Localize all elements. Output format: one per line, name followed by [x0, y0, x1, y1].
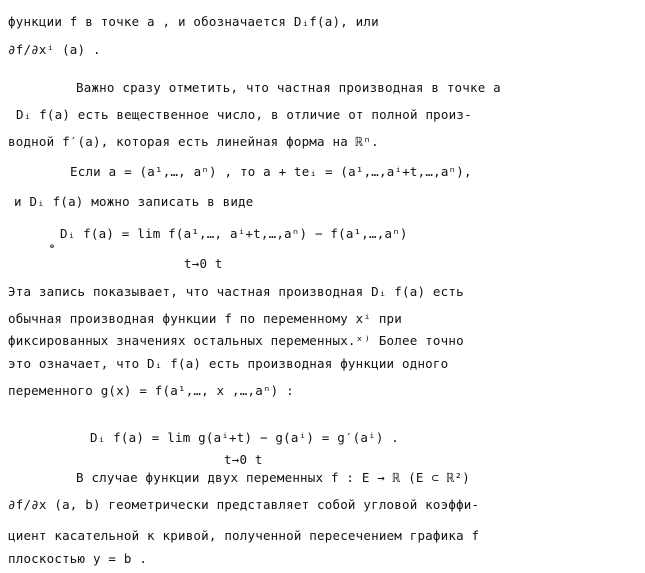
text-line: функции f в точке a , и обозначается Dᵢf(a), или — [8, 14, 379, 29]
text-line: обычная производная функции f по переменному xⁱ при — [8, 311, 403, 326]
text-line: переменного g(x) = f(a¹,…, x ,…,aⁿ) : — [8, 383, 294, 398]
text-line: Dᵢ f(a) есть вещественное число, в отличие от полной произ- — [16, 107, 472, 122]
text-line: t→0 t — [184, 256, 223, 271]
text-line: В случае функции двух переменных f : E → ℝ (E ⊂ ℝ²) — [76, 470, 471, 485]
text-line: Важно сразу отметить, что частная производная в точке a — [76, 80, 501, 95]
text-line: и Dᵢ f(a) можно записать в виде — [14, 194, 254, 209]
text-line: водной f′(a), которая есть линейная форма на ℝⁿ. — [8, 134, 379, 149]
text-line: это означает, что Dᵢ f(a) есть производная функции одного — [8, 356, 449, 371]
text-line: Эта запись показывает, что частная производная Dᵢ f(a) есть — [8, 284, 464, 299]
text-line: Dᵢ f(a) = lim g(aⁱ+t) − g(aⁱ) = g′(aⁱ) . — [90, 430, 400, 445]
text-line: фиксированных значениях остальных переменных.ˣ⁾ Более точно — [8, 333, 464, 348]
text-line: t→0 t — [224, 452, 263, 467]
text-mark: ₒ — [50, 236, 55, 251]
text-line: ∂f/∂x (a, b) геометрически представляет собой угловой коэффи- — [8, 497, 480, 512]
text-line: Если a = (a¹,…, aⁿ) , то a + teᵢ = (a¹,…,aⁱ+t,…,aⁿ), — [70, 164, 472, 179]
text-line: Dᵢ f(a) = lim f(a¹,…, aⁱ+t,…,aⁿ) − f(a¹,…,aⁿ) — [60, 226, 408, 241]
text-line: циент касательной к кривой, полученной пересечением графика f — [8, 528, 480, 543]
text-line: ∂f/∂xⁱ (a) . — [8, 42, 101, 57]
text-line: плоскостью y = b . — [8, 551, 148, 566]
